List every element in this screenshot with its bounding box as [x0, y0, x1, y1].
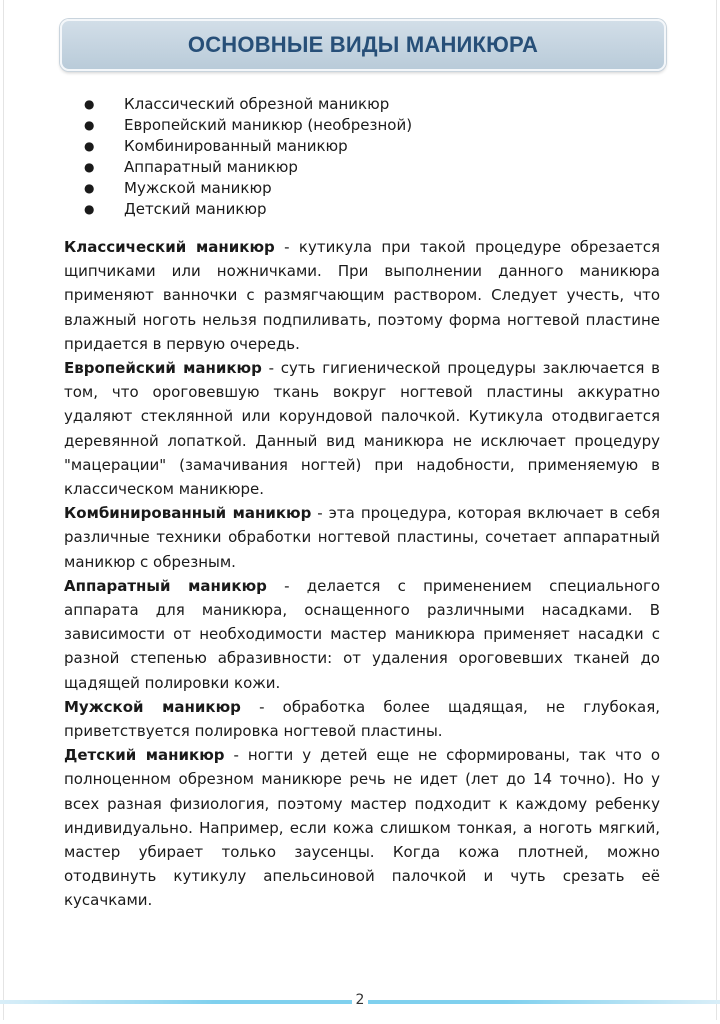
- section-text: - суть гигиенической процедуры заключается в том, что ороговевшую ткань вокруг ногтевой пластины аккуратно удаляют стеклянной или корундовой палочкой. Кутикула отодвигается деревянной лопаткой. Данный вид маникюра не исключает процедуру "мацерации" (замачивания ногтей) при надобности, применяемую в классическом маникюре.: [64, 359, 660, 499]
- bullet-icon: ●: [84, 202, 95, 216]
- section-term: Мужской маникюр: [64, 697, 241, 716]
- list-item: [84, 94, 412, 115]
- manicure-types-list: [84, 94, 412, 220]
- section-text: - кутикула при такой процедуре обрезается щипчиками или ножничками. При выполнении данного маникюра применяют ванночки с размягчающим раствором. Следует учесть, что влажный ноготь нельзя подпиливать, поэтому форма ногтевой пластине придается в первую очередь.: [64, 238, 660, 353]
- section-text: - делается с применением специального аппарата для маникюра, оснащенного различными насадками. В зависимости от необходимости мастер маникюра применяет насадки с разной степенью абразивности: от удаления ороговевших тканей до щадящей полировки кожи.: [64, 576, 661, 692]
- list-item: [84, 115, 412, 136]
- title-banner: [60, 19, 666, 71]
- section-text: - обработка более щадящая, не глубокая, приветствуется полировка ногтевой пластины.: [64, 697, 661, 741]
- description-body: [64, 235, 660, 913]
- list-item: [84, 178, 412, 199]
- list-item: [84, 199, 412, 220]
- section-kids: [64, 743, 660, 912]
- page-number-text: 2: [352, 992, 369, 1008]
- section-mens: [64, 695, 660, 743]
- list-item-text: Мужской маникюр: [124, 179, 272, 197]
- list-item-text: Детский маникюр: [124, 200, 267, 218]
- list-item: [84, 157, 412, 178]
- bullet-icon: ●: [84, 160, 95, 174]
- section-term: Европейский маникюр: [64, 359, 262, 378]
- section-term: Классический маникюр: [64, 238, 275, 256]
- page-number: [0, 992, 720, 1008]
- list-item-text: Комбинированный маникюр: [124, 137, 348, 155]
- bullet-icon: ●: [84, 97, 95, 111]
- bullet-icon: ●: [84, 118, 95, 132]
- section-term: Детский маникюр: [64, 746, 225, 765]
- section-text: - эта процедура, которая включает в себя различные техники обработки ногтевой пластины, сочетает аппаратный маникюр с обрезным.: [64, 504, 660, 571]
- bullet-icon: ●: [84, 139, 95, 153]
- bullet-icon: ●: [84, 181, 95, 195]
- list-item-text: Аппаратный маникюр: [124, 158, 298, 176]
- list-item: [84, 136, 412, 157]
- section-hardware: [64, 574, 660, 695]
- section-classic: [64, 235, 660, 356]
- page-title: ОСНОВНЫЕ ВИДЫ МАНИКЮРА: [187, 32, 539, 57]
- list-item-text: Классический обрезной маникюр: [124, 95, 390, 113]
- section-term: Аппаратный маникюр: [64, 576, 267, 595]
- section-term: Комбинированный маникюр: [64, 504, 312, 523]
- section-european: [64, 356, 660, 501]
- list-item-text: Европейский маникюр (необрезной): [124, 116, 413, 134]
- section-text: - ногти у детей еще не сформированы, так что о полноценном обрезном маникюре речь не идет (лет до 14 точно). Но у всех разная физиология, поэтому мастер подходит к каждому ребенку индивидуально. Например, если кожа слишком тонкая, а ноготь мягкий, мастер убирает только заусенцы. Когда кожа плотней, можно отодвинуть кутикулу апельсиновой палочкой и чуть срезать её кусачками.: [64, 746, 660, 910]
- section-combined: [64, 501, 660, 574]
